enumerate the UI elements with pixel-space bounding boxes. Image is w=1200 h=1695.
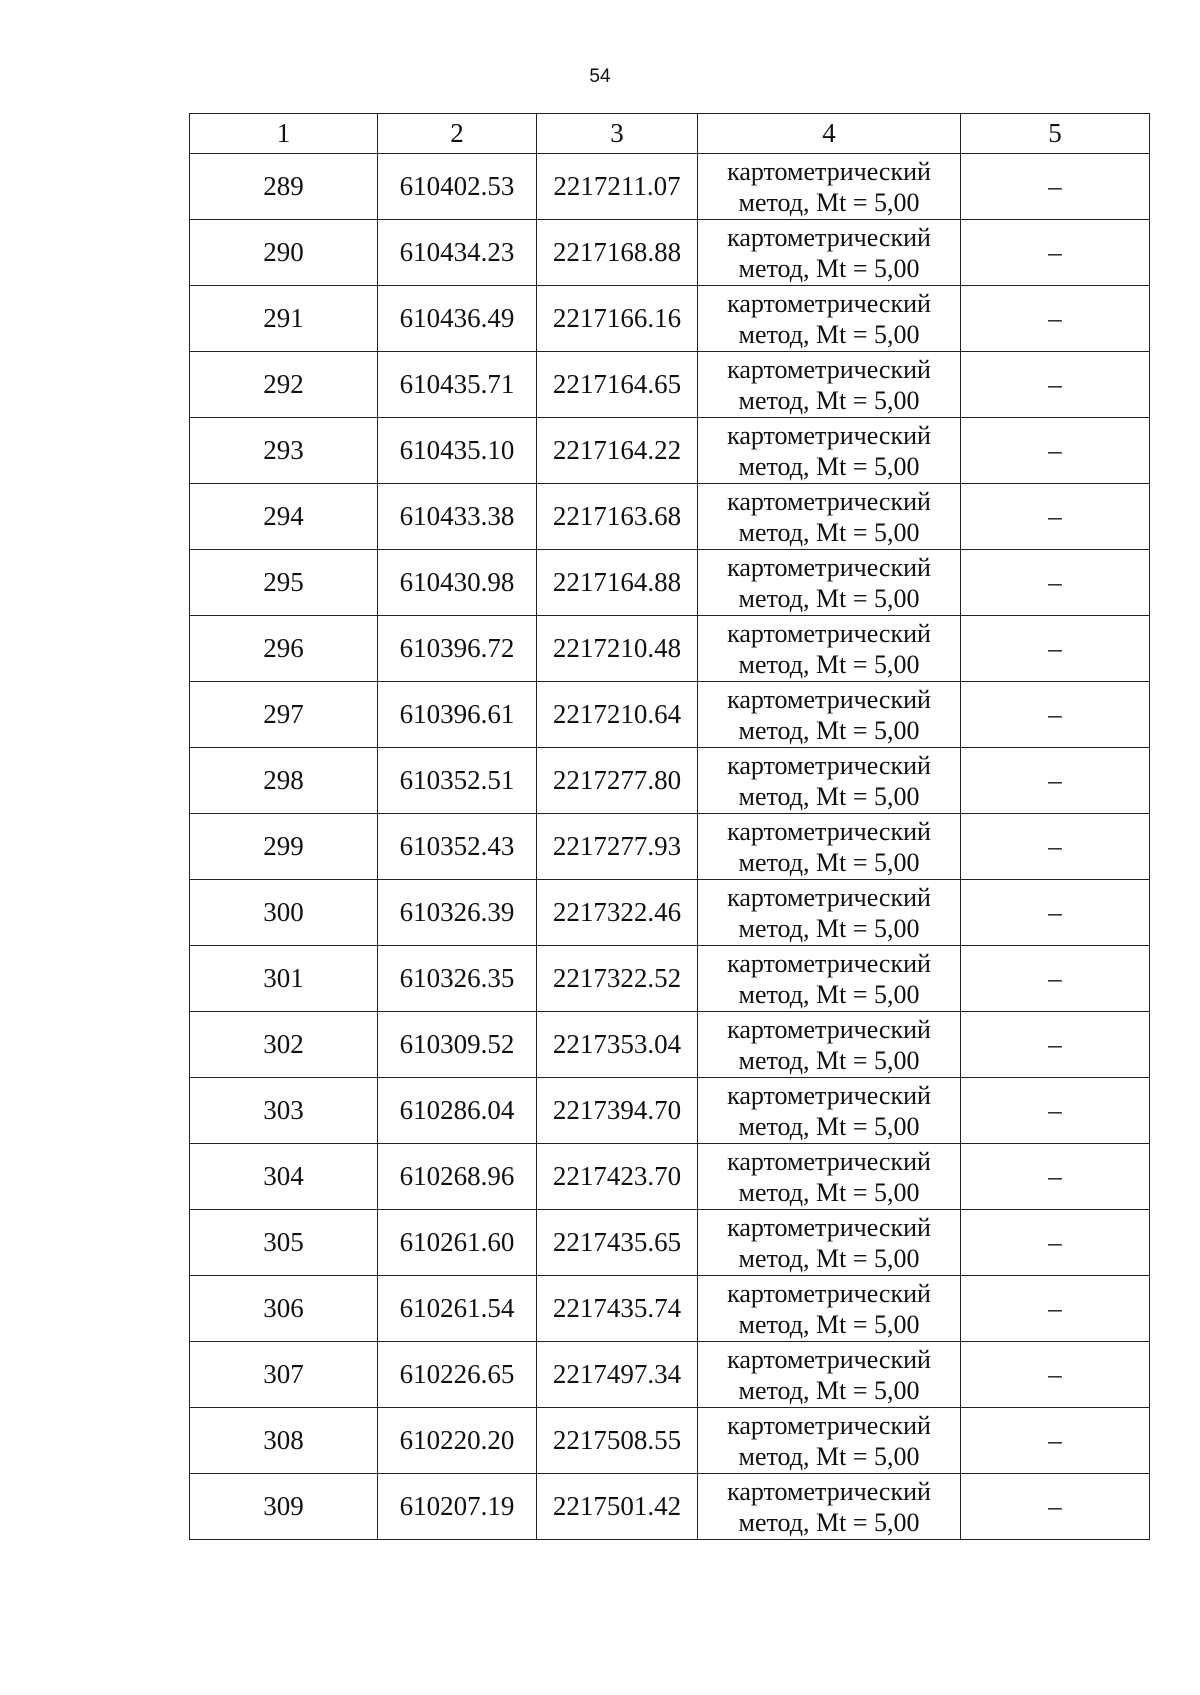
method-line-1: картометрический [727,1014,931,1044]
method-line-2: метод, Mt = 5,00 [738,1177,920,1207]
point-number-cell: 300 [190,880,378,946]
point-number-cell: 290 [190,220,378,286]
method-line-2: метод, Mt = 5,00 [738,187,920,217]
table-row [190,946,1150,1012]
method-line-2: метод, Mt = 5,00 [738,715,920,745]
method-line-2: метод, Mt = 5,00 [738,913,920,943]
method-line-1: картометрический [727,288,931,318]
x-coordinate-cell: 610207.19 [378,1474,537,1540]
method-cell [698,1408,961,1474]
method-cell [698,1276,961,1342]
x-coordinate-cell: 610309.52 [378,1012,537,1078]
method-line-1: картометрический [727,1344,931,1374]
x-coordinate-cell: 610261.54 [378,1276,537,1342]
point-number-cell: 297 [190,682,378,748]
coordinates-table [189,113,1150,1540]
method-line-2: метод, Mt = 5,00 [738,1375,920,1405]
point-number-cell: 307 [190,1342,378,1408]
method-line-1: картометрический [727,816,931,846]
point-number-cell: 309 [190,1474,378,1540]
table-row [190,154,1150,220]
x-coordinate-cell: 610433.38 [378,484,537,550]
y-coordinate-cell: 2217210.64 [537,682,698,748]
table-header [190,114,1150,154]
table-row [190,880,1150,946]
method-line-2: метод, Mt = 5,00 [738,1507,920,1537]
method-line-1: картометрический [727,1212,931,1242]
note-cell: – [961,1210,1150,1276]
note-cell: – [961,1144,1150,1210]
point-number-cell: 299 [190,814,378,880]
note-cell: – [961,616,1150,682]
header-col-2: 2 [378,114,537,154]
method-cell [698,418,961,484]
method-line-2: метод, Mt = 5,00 [738,649,920,679]
method-cell [698,484,961,550]
header-col-5: 5 [961,114,1150,154]
point-number-cell: 296 [190,616,378,682]
table-row [190,220,1150,286]
x-coordinate-cell: 610352.43 [378,814,537,880]
method-line-1: картометрический [727,486,931,516]
table-row [190,682,1150,748]
table-row [190,1276,1150,1342]
note-cell: – [961,154,1150,220]
y-coordinate-cell: 2217164.65 [537,352,698,418]
method-cell [698,616,961,682]
note-cell: – [961,1474,1150,1540]
note-cell: – [961,1342,1150,1408]
method-line-2: метод, Mt = 5,00 [738,1045,920,1075]
x-coordinate-cell: 610435.71 [378,352,537,418]
method-cell [698,748,961,814]
table-row [190,748,1150,814]
point-number-cell: 292 [190,352,378,418]
point-number-cell: 295 [190,550,378,616]
x-coordinate-cell: 610396.61 [378,682,537,748]
point-number-cell: 303 [190,1078,378,1144]
method-line-2: метод, Mt = 5,00 [738,781,920,811]
method-cell [698,1144,961,1210]
method-cell [698,1012,961,1078]
method-line-1: картометрический [727,156,931,186]
table-row [190,1210,1150,1276]
y-coordinate-cell: 2217166.16 [537,286,698,352]
point-number-cell: 306 [190,1276,378,1342]
method-line-2: метод, Mt = 5,00 [738,1111,920,1141]
table-row [190,1012,1150,1078]
method-line-1: картометрический [727,420,931,450]
x-coordinate-cell: 610286.04 [378,1078,537,1144]
x-coordinate-cell: 610396.72 [378,616,537,682]
method-cell [698,814,961,880]
method-line-1: картометрический [727,618,931,648]
note-cell: – [961,220,1150,286]
x-coordinate-cell: 610261.60 [378,1210,537,1276]
method-line-2: метод, Mt = 5,00 [738,979,920,1009]
point-number-cell: 308 [190,1408,378,1474]
y-coordinate-cell: 2217508.55 [537,1408,698,1474]
note-cell: – [961,748,1150,814]
method-cell [698,1210,961,1276]
point-number-cell: 291 [190,286,378,352]
method-cell [698,286,961,352]
y-coordinate-cell: 2217164.22 [537,418,698,484]
table-row [190,1474,1150,1540]
header-col-1: 1 [190,114,378,154]
table-row [190,1408,1150,1474]
table-row [190,550,1150,616]
table-body [190,154,1150,1540]
method-line-2: метод, Mt = 5,00 [738,1309,920,1339]
method-line-2: метод, Mt = 5,00 [738,847,920,877]
y-coordinate-cell: 2217210.48 [537,616,698,682]
point-number-cell: 298 [190,748,378,814]
point-number-cell: 301 [190,946,378,1012]
y-coordinate-cell: 2217322.46 [537,880,698,946]
method-cell [698,154,961,220]
header-row [190,114,1150,154]
y-coordinate-cell: 2217497.34 [537,1342,698,1408]
table-row [190,484,1150,550]
point-number-cell: 294 [190,484,378,550]
method-line-2: метод, Mt = 5,00 [738,451,920,481]
note-cell: – [961,484,1150,550]
method-line-2: метод, Mt = 5,00 [738,385,920,415]
y-coordinate-cell: 2217435.74 [537,1276,698,1342]
note-cell: – [961,682,1150,748]
y-coordinate-cell: 2217501.42 [537,1474,698,1540]
note-cell: – [961,352,1150,418]
y-coordinate-cell: 2217168.88 [537,220,698,286]
method-line-1: картометрический [727,1476,931,1506]
x-coordinate-cell: 610434.23 [378,220,537,286]
method-line-1: картометрический [727,1278,931,1308]
table-row [190,1342,1150,1408]
x-coordinate-cell: 610402.53 [378,154,537,220]
y-coordinate-cell: 2217423.70 [537,1144,698,1210]
y-coordinate-cell: 2217211.07 [537,154,698,220]
method-cell [698,220,961,286]
method-cell [698,880,961,946]
method-cell [698,946,961,1012]
table-row [190,352,1150,418]
x-coordinate-cell: 610226.65 [378,1342,537,1408]
method-line-1: картометрический [727,1080,931,1110]
y-coordinate-cell: 2217394.70 [537,1078,698,1144]
note-cell: – [961,946,1150,1012]
method-line-2: метод, Mt = 5,00 [738,517,920,547]
note-cell: – [961,418,1150,484]
table-row [190,418,1150,484]
y-coordinate-cell: 2217163.68 [537,484,698,550]
note-cell: – [961,814,1150,880]
method-cell [698,1078,961,1144]
note-cell: – [961,550,1150,616]
point-number-cell: 305 [190,1210,378,1276]
point-number-cell: 293 [190,418,378,484]
y-coordinate-cell: 2217322.52 [537,946,698,1012]
method-line-1: картометрический [727,684,931,714]
method-line-1: картометрический [727,948,931,978]
table-row [190,1078,1150,1144]
method-line-2: метод, Mt = 5,00 [738,1243,920,1273]
method-cell [698,1342,961,1408]
y-coordinate-cell: 2217164.88 [537,550,698,616]
table-row [190,1144,1150,1210]
point-number-cell: 289 [190,154,378,220]
note-cell: – [961,1078,1150,1144]
y-coordinate-cell: 2217435.65 [537,1210,698,1276]
x-coordinate-cell: 610430.98 [378,550,537,616]
table-row [190,616,1150,682]
method-line-2: метод, Mt = 5,00 [738,583,920,613]
table-row [190,814,1150,880]
header-col-4: 4 [698,114,961,154]
method-line-2: метод, Mt = 5,00 [738,1441,920,1471]
method-line-2: метод, Mt = 5,00 [738,319,920,349]
note-cell: – [961,286,1150,352]
x-coordinate-cell: 610220.20 [378,1408,537,1474]
note-cell: – [961,1012,1150,1078]
x-coordinate-cell: 610436.49 [378,286,537,352]
x-coordinate-cell: 610326.35 [378,946,537,1012]
method-line-1: картометрический [727,552,931,582]
x-coordinate-cell: 610268.96 [378,1144,537,1210]
method-line-1: картометрический [727,354,931,384]
y-coordinate-cell: 2217277.80 [537,748,698,814]
note-cell: – [961,1276,1150,1342]
method-cell [698,1474,961,1540]
method-line-1: картометрический [727,1410,931,1440]
method-line-1: картометрический [727,882,931,912]
method-cell [698,550,961,616]
point-number-cell: 304 [190,1144,378,1210]
note-cell: – [961,880,1150,946]
x-coordinate-cell: 610352.51 [378,748,537,814]
method-line-2: метод, Mt = 5,00 [738,253,920,283]
method-cell [698,682,961,748]
page-number: 54 [589,66,611,87]
x-coordinate-cell: 610435.10 [378,418,537,484]
header-col-3: 3 [537,114,698,154]
method-cell [698,352,961,418]
method-line-1: картометрический [727,1146,931,1176]
note-cell: – [961,1408,1150,1474]
method-line-1: картометрический [727,750,931,780]
point-number-cell: 302 [190,1012,378,1078]
table-row [190,286,1150,352]
method-line-1: картометрический [727,222,931,252]
y-coordinate-cell: 2217353.04 [537,1012,698,1078]
x-coordinate-cell: 610326.39 [378,880,537,946]
y-coordinate-cell: 2217277.93 [537,814,698,880]
